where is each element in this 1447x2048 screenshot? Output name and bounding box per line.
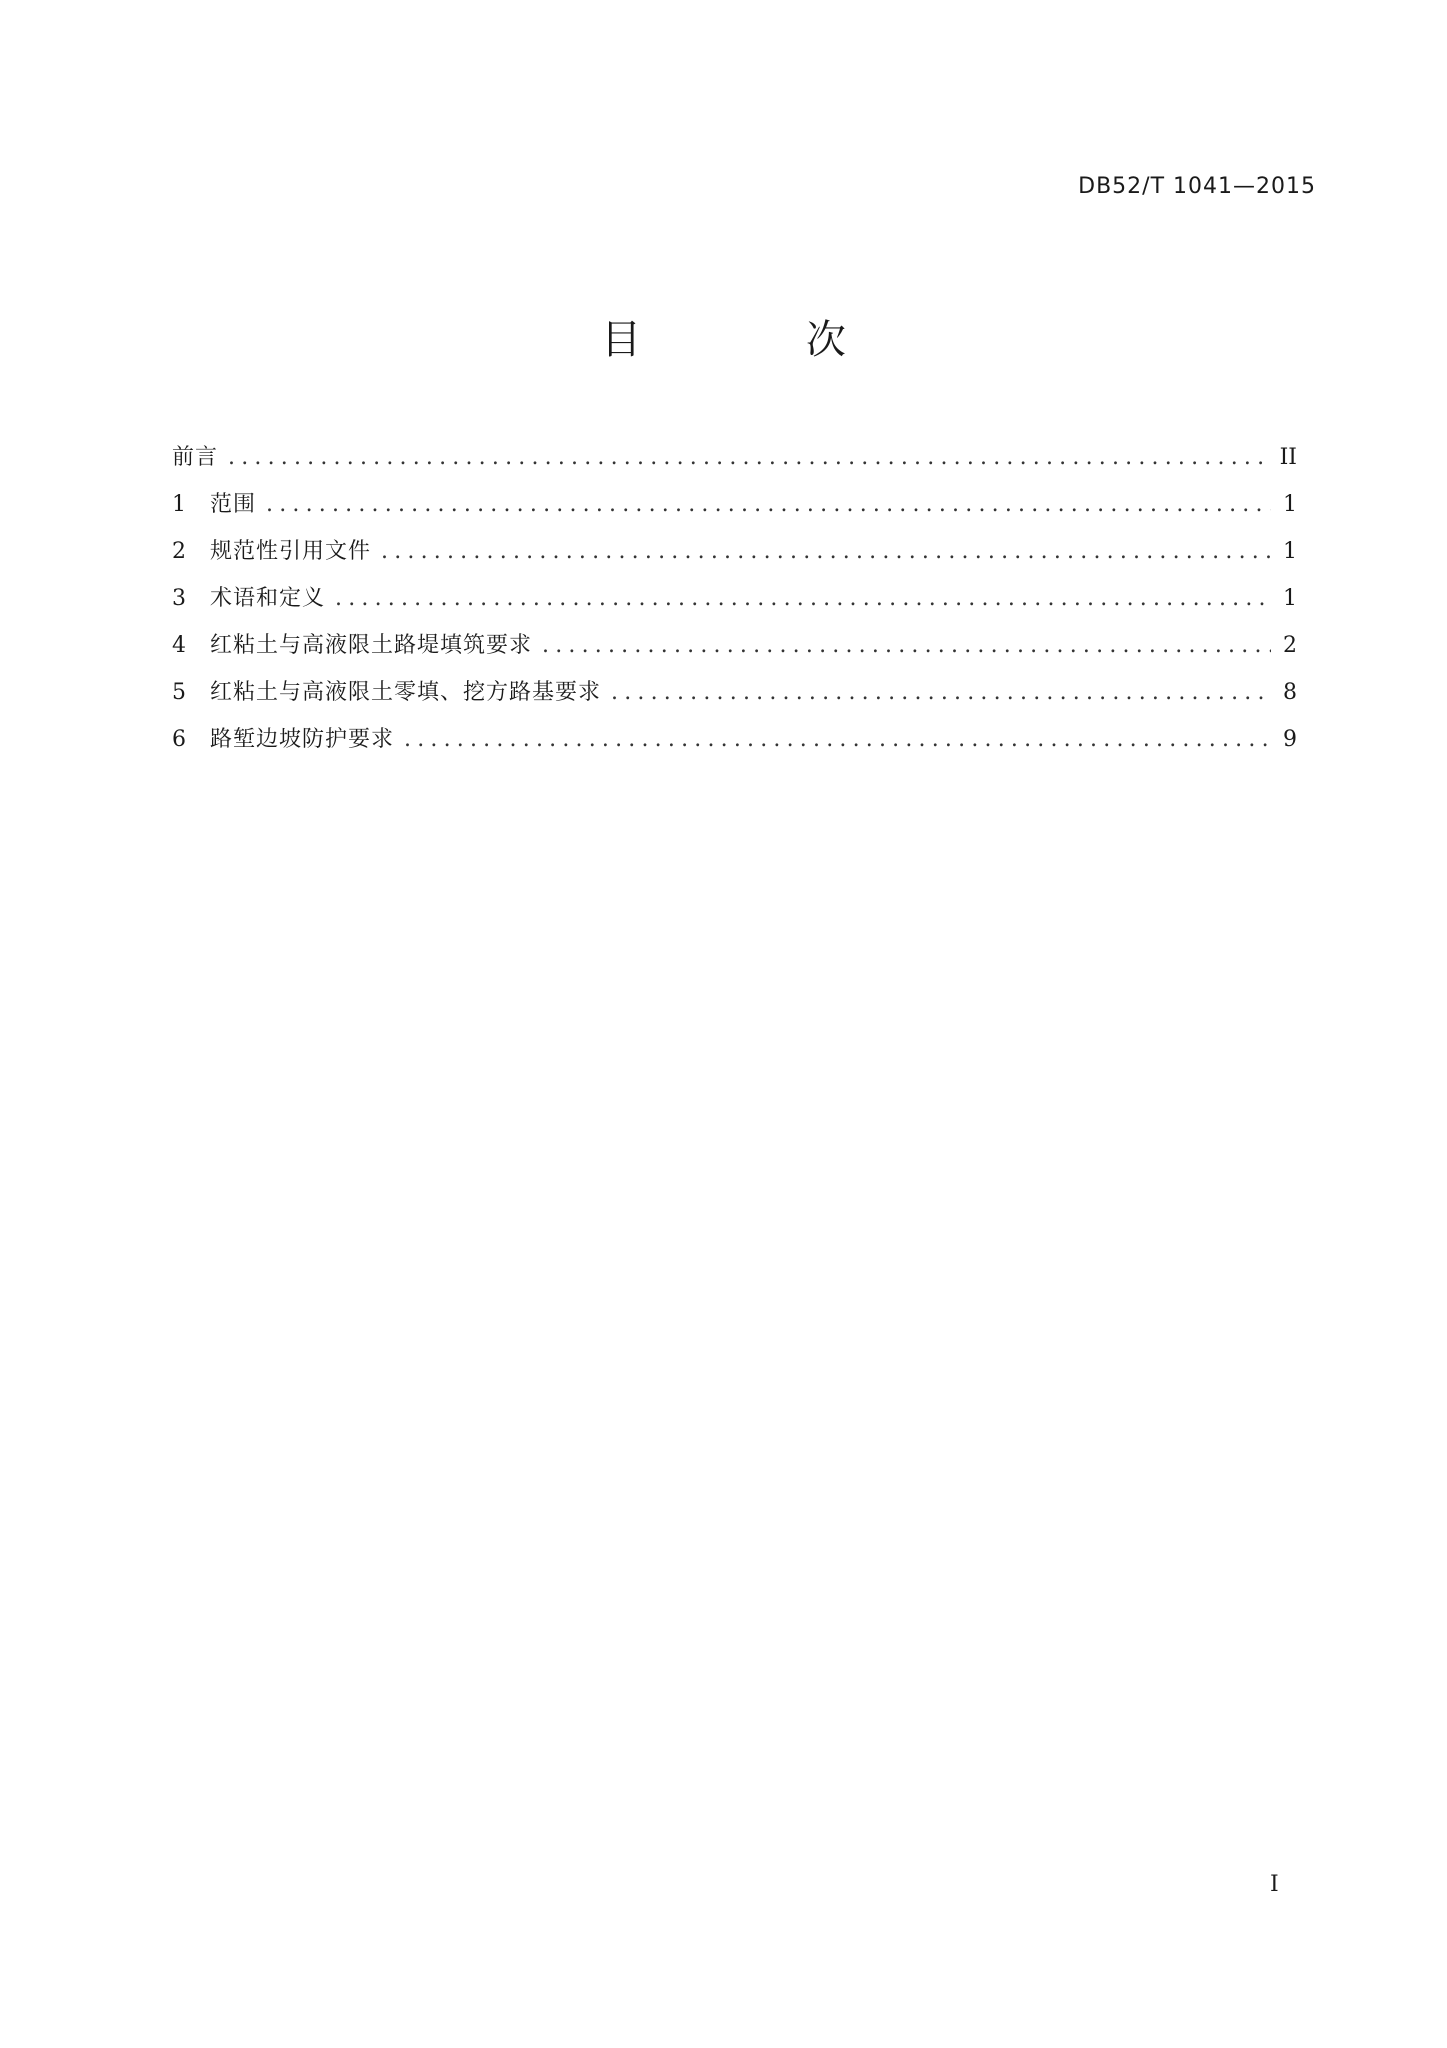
toc-entry-2[interactable] bbox=[172, 528, 1297, 575]
toc-entry-page: 1 bbox=[1283, 492, 1297, 517]
toc-entry-number: 6 bbox=[172, 727, 186, 752]
toc-entry-title: 规范性引用文件 bbox=[210, 539, 372, 564]
toc-entry-number: 5 bbox=[172, 680, 186, 705]
toc-entry-page: 9 bbox=[1283, 727, 1297, 752]
toc-entry-page: II bbox=[1279, 445, 1297, 470]
toc-entry-title: 路堑边坡防护要求 bbox=[210, 727, 395, 752]
toc-entry-number: 3 bbox=[172, 586, 186, 611]
toc-leader-dots bbox=[335, 575, 1271, 622]
toc-leader-dots bbox=[611, 669, 1271, 716]
toc-entry-page: 1 bbox=[1283, 586, 1297, 611]
toc-entry-title: 术语和定义 bbox=[210, 586, 326, 611]
toc-leader-dots bbox=[542, 622, 1271, 669]
toc-entry-number: 4 bbox=[172, 633, 186, 658]
toc-entry-3[interactable] bbox=[172, 575, 1297, 622]
page-title: 目 次 bbox=[601, 317, 922, 363]
toc-entry-4[interactable] bbox=[172, 622, 1297, 669]
toc-entry-page: 8 bbox=[1283, 680, 1297, 705]
toc-leader-dots bbox=[266, 481, 1271, 528]
standard-code: DB52/T 1041—2015 bbox=[1078, 174, 1316, 199]
toc-leader-dots bbox=[404, 716, 1271, 763]
toc-entry-1[interactable] bbox=[172, 481, 1297, 528]
toc-entry-number: 1 bbox=[172, 492, 186, 517]
toc-leader-dots bbox=[228, 434, 1268, 481]
toc-entry-page: 2 bbox=[1283, 633, 1297, 658]
toc-entry-6[interactable] bbox=[172, 716, 1297, 763]
toc-entry-number: 2 bbox=[172, 539, 186, 564]
table-of-contents bbox=[172, 434, 1297, 763]
toc-entry-title: 范围 bbox=[210, 492, 257, 517]
toc-entry-title: 前言 bbox=[172, 445, 219, 470]
toc-entry-title: 红粘土与高液限土路堤填筑要求 bbox=[210, 633, 533, 658]
page-number: I bbox=[1270, 1872, 1279, 1897]
toc-entry-5[interactable] bbox=[172, 669, 1297, 716]
toc-entry-title: 红粘土与高液限土零填、挖方路基要求 bbox=[210, 680, 602, 705]
toc-leader-dots bbox=[381, 528, 1271, 575]
toc-entry-page: 1 bbox=[1283, 539, 1297, 564]
toc-entry-preface[interactable] bbox=[172, 434, 1297, 481]
